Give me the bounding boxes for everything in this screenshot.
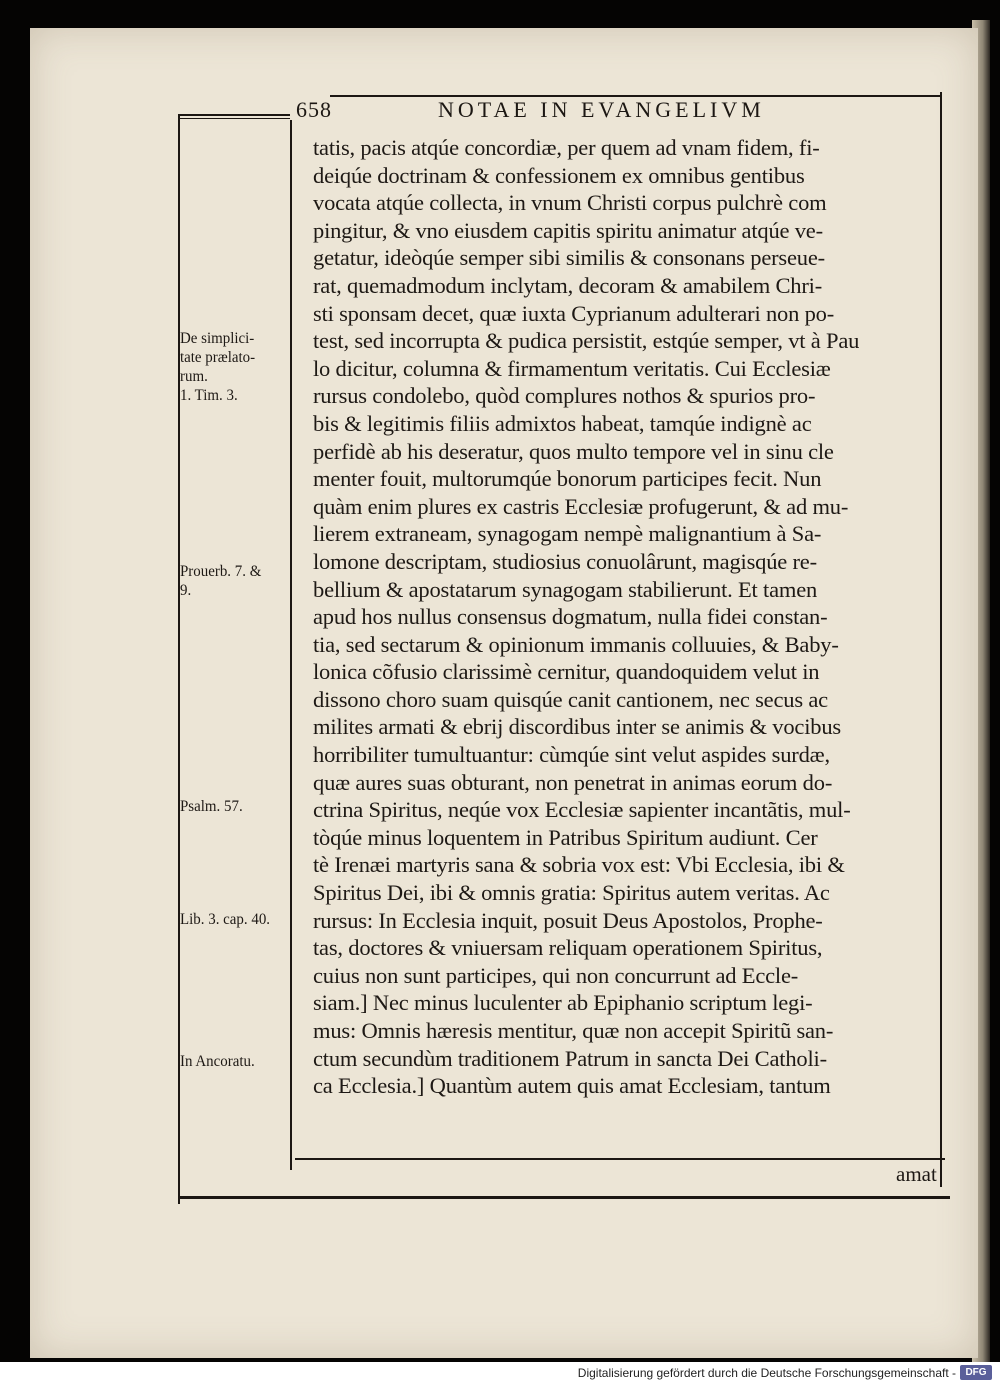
body-text-line: pingitur, & vno eiusdem capitis spiritu animatur atqúe ve- <box>313 217 823 243</box>
dfg-logo: DFG <box>960 1365 992 1380</box>
margin-header-rule-thin <box>178 118 290 119</box>
body-text-line: vocata atqúe collecta, in vnum Christi corpus pulchrè com <box>313 190 827 216</box>
body-text-line: dissono choro suam quisqúe canit cantionem, nec secus ac <box>313 686 828 712</box>
page-foot-rule <box>180 1196 950 1199</box>
body-text-line: ca Ecclesia.] Quantùm autem quis amat Ecclesiam, tantum <box>313 1073 831 1099</box>
body-text-line: menter fouit, multorumqúe bonorum participes fecit. Nun <box>313 466 822 492</box>
body-text-line: test, sed incorrupta & pudica persistit, estqúe semper, vt à Pau <box>313 328 860 354</box>
marginal-note-3 <box>180 797 292 816</box>
body-text-line: rursus: In Ecclesia inquit, posuit Deus Apostolos, Prophe- <box>313 907 823 933</box>
body-text-line: siam.] Nec minus luculenter ab Epiphanio scriptum legi- <box>313 990 813 1016</box>
marginal-note-line: Lib. 3. cap. 40. <box>180 911 271 928</box>
marginal-note-line: In Ancoratu. <box>180 1053 255 1070</box>
marginal-note-line: rum. <box>180 368 208 385</box>
page-number: 658 <box>296 97 332 122</box>
body-text-line: getatur, ideòqúe semper sibi similis & consonans perseue- <box>313 245 825 271</box>
marginal-note-line: 1. Tim. 3. <box>180 387 238 404</box>
marginal-note-line: Psalm. 57. <box>180 798 243 815</box>
text-bottom-rule <box>295 1158 945 1160</box>
marginal-note-line: tate prælato- <box>180 349 256 366</box>
marginal-note-2 <box>180 562 292 600</box>
body-text-line: tòqúe minus loquentem in Patribus Spiritum audiunt. Cer <box>313 824 818 850</box>
body-text-line: deiqúe doctrinam & confessionem ex omnibus gentibus <box>313 162 805 188</box>
margin-column-border <box>290 120 292 1170</box>
body-text-line: quæ aures suas obturant, non penetrat in animas eorum do- <box>313 769 833 795</box>
body-text-line: lo dicitur, columna & firmamentum veritatis. Cui Ecclesiæ <box>313 355 831 381</box>
margin-header-rule <box>178 114 290 116</box>
body-text-line: tè Irenæi martyris sana & sobria vox est: Vbi Ecclesia, ibi & <box>313 852 845 878</box>
body-text-block <box>313 134 943 1100</box>
body-text-line: bis & legitimis filiis admixtos habeat, tamqúe indignè ac <box>313 410 812 436</box>
body-text-line: tia, sed sectarum & opinionum immanis colluuies, & Baby- <box>313 631 839 657</box>
margin-left-border <box>178 114 180 1204</box>
running-head: NOTAE IN EVANGELIVM <box>438 97 765 122</box>
body-text-line: ctrina Spiritus, neqúe vox Ecclesiæ sapienter incantãtis, mul- <box>313 797 851 823</box>
body-text-line: bellium & apostatarum synagogam stabilierunt. Et tamen <box>313 576 818 602</box>
marginal-note-4 <box>180 910 292 929</box>
marginal-note-5 <box>180 1052 292 1071</box>
body-text-line: cuius non sunt participes, qui non concurrunt ad Eccle- <box>313 962 799 988</box>
body-text-line: sti sponsam decet, quæ iuxta Cyprianum adulterari non po- <box>313 300 835 326</box>
marginal-note-1 <box>180 329 292 405</box>
catchword: amat <box>896 1162 937 1186</box>
body-text-line: perfidè ab his deseratur, quos multo tempore vel in sinu cle <box>313 438 834 464</box>
body-text-line: quàm enim plures ex castris Ecclesiæ profugerunt, & ad mu- <box>313 493 849 519</box>
marginal-note-line: Prouerb. 7. & <box>180 563 262 580</box>
body-text-line: rursus condolebo, quòd complures nothos & spurios pro- <box>313 383 816 409</box>
body-text-line: milites armati & ebrij discordibus inter se animis & vocibus <box>313 714 841 740</box>
marginal-note-line: 9. <box>180 582 192 599</box>
marginal-note-line: De simplici- <box>180 330 255 347</box>
body-text-line: lonica cõfusio clarissimè cernitur, quandoquidem velut in <box>313 659 820 685</box>
body-text-line: lomone descriptam, studiosius conuolârunt, magisqúe re- <box>313 548 817 574</box>
body-text-line: mus: Omnis hæresis mentitur, quæ non accepit Spiritũ san- <box>313 1018 834 1043</box>
body-text-line: tas, doctores & vniuersam reliquam operationem Spiritus, <box>313 935 823 961</box>
body-text-line: apud hos nullus consensus dogmatum, nulla fidei constan- <box>313 604 828 630</box>
body-text-line: ctum secundùm traditionem Patrum in sancta Dei Catholi- <box>313 1045 827 1071</box>
body-text-line: rat, quemadmodum inclytam, decoram & amabilem Chri- <box>313 272 823 298</box>
body-text-line: tatis, pacis atqúe concordiæ, per quem ad vnam fidem, fi- <box>313 135 820 160</box>
body-text-line: horribiliter tumultuantur: cùmqúe sint velut aspides surdæ, <box>313 742 830 768</box>
body-text-line: Spiritus Dei, ibi & omnis gratia: Spiritus autem veritas. Ac <box>313 880 830 906</box>
digitization-credit: Digitalisierung gefördert durch die Deutsche Forschungsgemeinschaft - <box>577 1366 956 1380</box>
body-text-line: lierem extraneam, synagogam nempè malignantium à Sa- <box>313 521 822 547</box>
